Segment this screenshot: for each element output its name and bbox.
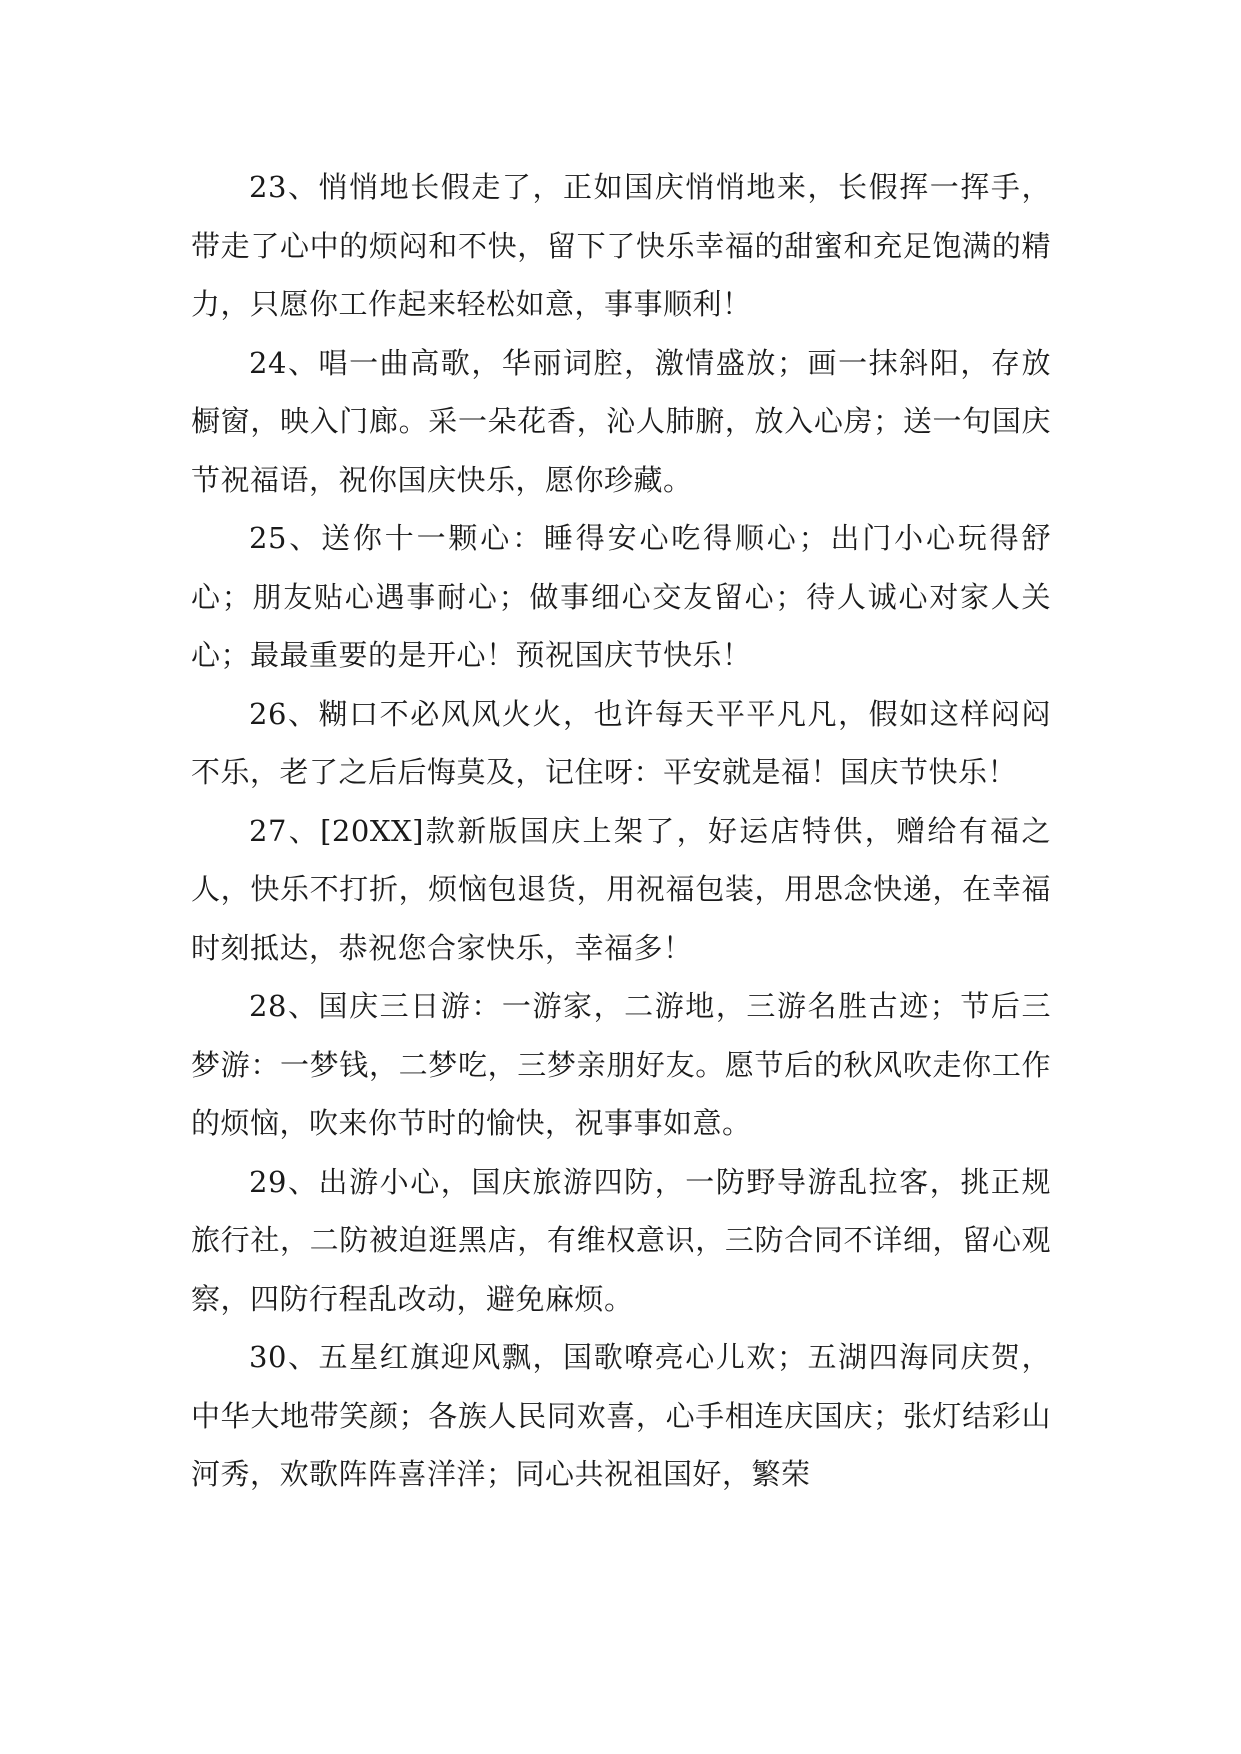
paragraph-27: 27、[20XX]款新版国庆上架了，好运店特供，赠给有福之人，快乐不打折，烦恼包退货，用祝福包装，用思念快递，在幸福时刻抵达，恭祝您合家快乐，幸福多！ xyxy=(191,813,1051,965)
paragraph-24: 24、唱一曲高歌，华丽词腔，激情盛放；画一抹斜阳，存放橱窗，映入门廊。采一朵花香，沁人肺腑，放入心房；送一句国庆节祝福语，祝你国庆快乐，愿你珍藏。 xyxy=(191,345,1051,497)
document-body xyxy=(191,158,1051,1504)
paragraph-29: 29、出游小心，国庆旅游四防，一防野导游乱拉客，挑正规旅行社，二防被迫逛黑店，有维权意识，三防合同不详细，留心观察，四防行程乱改动，避免麻烦。 xyxy=(191,1164,1051,1316)
paragraph-25: 25、送你十一颗心：睡得安心吃得顺心；出门小心玩得舒心；朋友贴心遇事耐心；做事细心交友留心；待人诚心对家人关心；最最重要的是开心！预祝国庆节快乐！ xyxy=(191,521,1051,672)
paragraph-23: 23、悄悄地长假走了，正如国庆悄悄地来，长假挥一挥手，带走了心中的烦闷和不快，留下了快乐幸福的甜蜜和充足饱满的精力，只愿你工作起来轻松如意，事事顺利！ xyxy=(191,170,1051,321)
paragraph-26: 26、糊口不必风风火火，也许每天平平凡凡，假如这样闷闷不乐，老了之后后悔莫及，记住呀：平安就是福！国庆节快乐！ xyxy=(191,696,1051,789)
paragraph-30: 30、五星红旗迎风飘，国歌嘹亮心儿欢；五湖四海同庆贺，中华大地带笑颜；各族人民同欢喜，心手相连庆国庆；张灯结彩山河秀，欢歌阵阵喜洋洋；同心共祝祖国好，繁荣 xyxy=(191,1340,1051,1491)
paragraph-28: 28、国庆三日游：一游家，二游地，三游名胜古迹；节后三梦游：一梦钱，二梦吃，三梦亲朋好友。愿节后的秋风吹走你工作的烦恼，吹来你节时的愉快，祝事事如意。 xyxy=(191,989,1051,1140)
